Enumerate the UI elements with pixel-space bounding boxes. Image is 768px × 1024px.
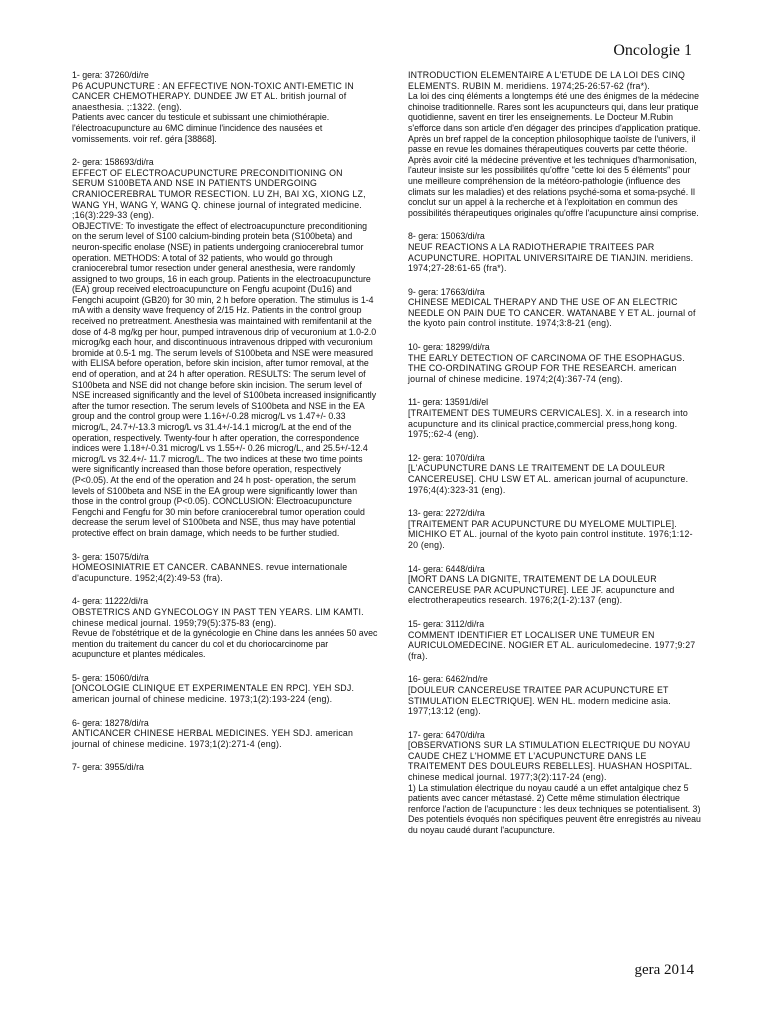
reference-entry <box>408 674 702 716</box>
entry-citation: [TRAITEMENT DES TUMEURS CERVICALES]. X. in a research into acupuncture and its clinical practice,commercial press,hong kong. 1975;:62-4 (eng). <box>408 408 688 440</box>
entry-id: 4- gera: 11222/di/ra <box>72 596 149 607</box>
reference-entry <box>408 287 702 329</box>
entry-id: 10- gera: 18299/di/ra <box>408 342 490 353</box>
entry-citation: EFFECT OF ELECTROACUPUNCTURE PRECONDITIONING ON SERUM S100BETA AND NSE IN PATIENTS UNDERGOING CRANIOCEREBRAL TUMOR RESECTION. LU ZH, BAI XG, XIONG LZ, WANG YH, WANG Y, WANG Q. chinese journal of integrated medicine. ;16(3):229-33 (eng). <box>72 167 366 221</box>
left-column <box>72 70 378 786</box>
entry-citation: CHINESE MEDICAL THERAPY AND THE USE OF AN ELECTRIC NEEDLE ON PAIN DUE TO CANCER. WATANABE Y ET AL. journal of the kyoto pain control institute. 1974;3:8-21 (eng). <box>408 297 696 329</box>
entry-citation: INTRODUCTION ELEMENTAIRE A L'ETUDE DE LA LOI DES CINQ ELEMENTS. RUBIN M. meridiens. 1974;25-26:57-62 (fra*). <box>408 70 686 91</box>
entry-id: 13- gera: 2272/di/ra <box>408 508 485 519</box>
entry-id: 14- gera: 6448/di/ra <box>408 563 485 574</box>
entry-citation: [OBSERVATIONS SUR LA STIMULATION ELECTRIQUE DU NOYAU CAUDE CHEZ L'HOMME ET L'ACUPUNCTURE DANS LE TRAITEMENT DES DOULEURS REBELLES]. HUASHAN HOSPITAL. chinese medical journal. 1977;3(2):117-24 (eng). <box>408 740 693 783</box>
entry-citation: P6 ACUPUNCTURE : AN EFFECTIVE NON-TOXIC ANTI-EMETIC IN CANCER CHEMOTHERAPY. DUNDEE JW ET AL. british journal of anaesthesia. ;:1322. (eng). <box>72 80 354 112</box>
entry-id: 7- gera: 3955/di/ra <box>72 762 144 773</box>
entry-citation: NEUF REACTIONS A LA RADIOTHERAPIE TRAITEES PAR ACUPUNCTURE. HOPITAL UNIVERSITAIRE DE TIANJIN. meridiens. 1974;27-28:61-65 (fra*). <box>408 241 694 274</box>
entry-id: 3- gera: 15075/di/ra <box>72 551 149 562</box>
entry-id: 1- gera: 37260/di/re <box>72 70 149 80</box>
entry-citation: THE EARLY DETECTION OF CARCINOMA OF THE ESOPHAGUS. THE CO-ORDINATING GROUP FOR THE RESEARCH. american journal of chinese medicine. 1974;2(4):367-74 (eng). <box>408 352 685 384</box>
entry-citation: [ONCOLOGIE CLINIQUE ET EXPERIMENTALE EN RPC]. YEH SDJ. american journal of chinese medicine. 1973;1(2):193-224 (eng). <box>72 683 355 705</box>
reference-entry <box>408 564 702 606</box>
reference-entry-continued <box>408 70 702 218</box>
page-header: Oncologie 1 <box>613 42 692 59</box>
entry-abstract: 1) La stimulation électrique du noyau caudé a un effet antalgique chez 5 patients avec cancer métastasé. 2) Cette même stimulation électrique renforce l'action de l'acupuncture : les deux techniques se potentialisent. 3) Des potentiels évoqués non spécifiques peuvent être enregistrés au niveau du noyau caudé durant l'acupuncture. <box>408 782 701 836</box>
entry-citation: [MORT DANS LA DIGNITE, TRAITEMENT DE LA DOULEUR CANCEREUSE PAR ACUPUNCTURE]. LEE JF. acupuncture and electrotherapeutics research. 1976;2(1-2):137 (eng). <box>408 574 675 606</box>
right-column <box>408 70 702 849</box>
reference-entry <box>72 762 378 773</box>
entry-citation: ANTICANCER CHINESE HERBAL MEDICINES. YEH SDJ. american journal of chinese medicine. 1973;1(2):271-4 (eng). <box>72 728 354 749</box>
entry-id: 9- gera: 17663/di/ra <box>408 286 485 297</box>
entry-citation: COMMENT IDENTIFIER ET LOCALISER UNE TUMEUR EN AURICULOMEDECINE. NOGIER ET AL. auriculomedecine. 1977;9:27 (fra). <box>408 629 696 661</box>
entry-id: 6- gera: 18278/di/ra <box>72 717 149 728</box>
entry-abstract: Revue de l'obstétrique et de la gynécologie en Chine dans les années 50 avec mention du traitement du cancer du col et du choriocarcinome par acupuncture et plantes médicales. <box>72 628 378 660</box>
entry-citation: [L'ACUPUNCTURE DANS LE TRAITEMENT DE LA DOULEUR CANCEREUSE]. CHU LSW ET AL. american journal of acupuncture. 1976;4(4):323-31 (eng). <box>408 463 689 495</box>
reference-entry <box>408 453 702 495</box>
page-footer: gera 2014 <box>634 962 694 978</box>
entry-abstract: La loi des cinq éléments a longtemps été une des énigmes de la médecine chinoise traditionnelle. Rares sont les acupuncteurs qui, dans leur pratique quotidienne, savent en tirer les enseignements. Le Docteur M.Rubin s'efforce dans son article d'en dégager des principes d'application pratique. Après un bref rappel de la conception philosophique taoïste de l'univers, il passe en revue les domaines thérapeutiques couverts par cette théorie. Après avoir cité la médecine préventive et les techniques d'harmonisation, l'auteur insiste sur les possibilités qu'offre "cette loi des 5 éléments" pour une meilleure compréhension de la météoro-pathologie (influence des climats sur les maladies) et des relations psyché-soma et soma-psyché. Il conclut sur un appel à la recherche et à l'exploitation en commun des possibilités thérapeutiques originales qu'offre l'acupuncture ainsi comprise. <box>408 91 701 218</box>
entry-id: 17- gera: 6470/di/ra <box>408 729 485 740</box>
entry-citation: [TRAITEMENT PAR ACUPUNCTURE DU MYELOME MULTIPLE]. MICHIKO ET AL. journal of the kyoto pain control institute. 1976;1:12-20 (eng). <box>408 518 693 550</box>
entry-citation: OBSTETRICS AND GYNECOLOGY IN PAST TEN YEARS. LIM KAMTI. chinese medical journal. 1959;79(5):375-83 (eng). <box>72 606 364 628</box>
reference-entry <box>408 231 702 273</box>
reference-entry <box>408 730 702 836</box>
entry-id: 16- gera: 6462/nd/re <box>408 674 488 685</box>
reference-entry <box>72 718 378 750</box>
entry-id: 2- gera: 158693/di/ra <box>72 157 154 168</box>
reference-entry <box>72 673 378 705</box>
entry-id: 5- gera: 15060/di/ra <box>72 672 149 683</box>
entry-citation: HOMEOSINIATRIE ET CANCER. CABANNES. revue internationale d'acupuncture. 1952;4(2):49-53 (fra). <box>72 562 348 583</box>
entry-id: 11- gera: 13591/di/el <box>408 397 489 408</box>
entry-citation: [DOULEUR CANCEREUSE TRAITEE PAR ACUPUNCTURE ET STIMULATION ELECTRIQUE]. WEN HL. modern medicine asia. 1977;13:12 (eng). <box>408 684 671 717</box>
reference-entry <box>72 596 378 660</box>
reference-entry <box>408 342 702 384</box>
reference-entry <box>408 619 702 661</box>
reference-entry <box>72 157 378 538</box>
entry-id: 15- gera: 3112/di/ra <box>408 618 485 629</box>
reference-entry <box>408 508 702 550</box>
reference-entry <box>408 397 702 439</box>
entry-abstract: OBJECTIVE: To investigate the effect of electroacupuncture preconditioning on the serum level of S100 calcium-binding protein beta (S100beta) and neuron-specific enolase (NSE) in patients undergoing craniocerebral tumor operation. METHODS: A total of 32 patients, who would go through craniocerebral tumor resection under general anesthesia, were randomly assigned to two groups, 16 in each group. Patients in the electroacupuncture (EA) group received electroacupuncture on Fengfu acupoint (Du16) and Fengchi acupoint (GB20) for 30 min, 2 h before operation. The stimulus is 1-4 mA with a density wave frequency of 2/15 Hz. Patients in the control group received no pretreatment. Anesthesia was maintained with remifentanil at the dose of 4-8 mg/kg per hour, pumped intravenous drip of vecuronium at 1.0-2.0 microg/kg each hour, and discontinuous intravenous dripped with vecuronium bromide at 0.5-1 mg. The serum levels of S100beta and NSE were measured with ELISA before operation, before skin incision, after tumor removal, at the end of operation, and at 24 h after operation. RESULTS: The serum level of S100beta and NSE did not change before skin incision. The serum level of NSE increased significantly and the level of S100beta increased insignificantly after the tumor resection. The serum levels of S100beta and NSE in the EA group and the control group were 1.16+/-0.28 microg/L vs 1.47+/- 0.33 microg/L, 24.7+/-13.3 microg/L vs 31.4+/-14.1 microg/L at the end of the operation, respectively. Twenty-four h after operation, the correspondence indices were 1.18+/-0.31 microg/L vs 1.55+/- 0.26 microg/L, and 25.5+/-12.4 microg/L vs 32.4+/- 11.7 microg/L. The two indices at these two time points were significantly increased than those before operation, respectively (P<0.05). At the end of the operation and 24 h post- operation, the serum levels of S100beta and NSE in the EA group were significantly lower than those in the control group (P<0.05). CONCLUSION: Electroacupuncture Fengchi and Fengfu for 30 min before craniocerebral tumor operation could decrease the serum level of S100beta and NSE, thus may have potential protective effect on brain damage, which needs to be further studied. <box>72 220 377 538</box>
entry-id: 8- gera: 15063/di/ra <box>408 231 485 242</box>
entry-id: 12- gera: 1070/di/ra <box>408 452 485 463</box>
entry-abstract: Patients avec cancer du testicule et subissant une chimiothérapie. l'électroacupuncture au 6MC diminue l'incidence des nausées et vomissements. voir ref. géra [38868]. <box>72 112 330 144</box>
reference-entry <box>72 70 378 144</box>
reference-entry <box>72 552 378 584</box>
